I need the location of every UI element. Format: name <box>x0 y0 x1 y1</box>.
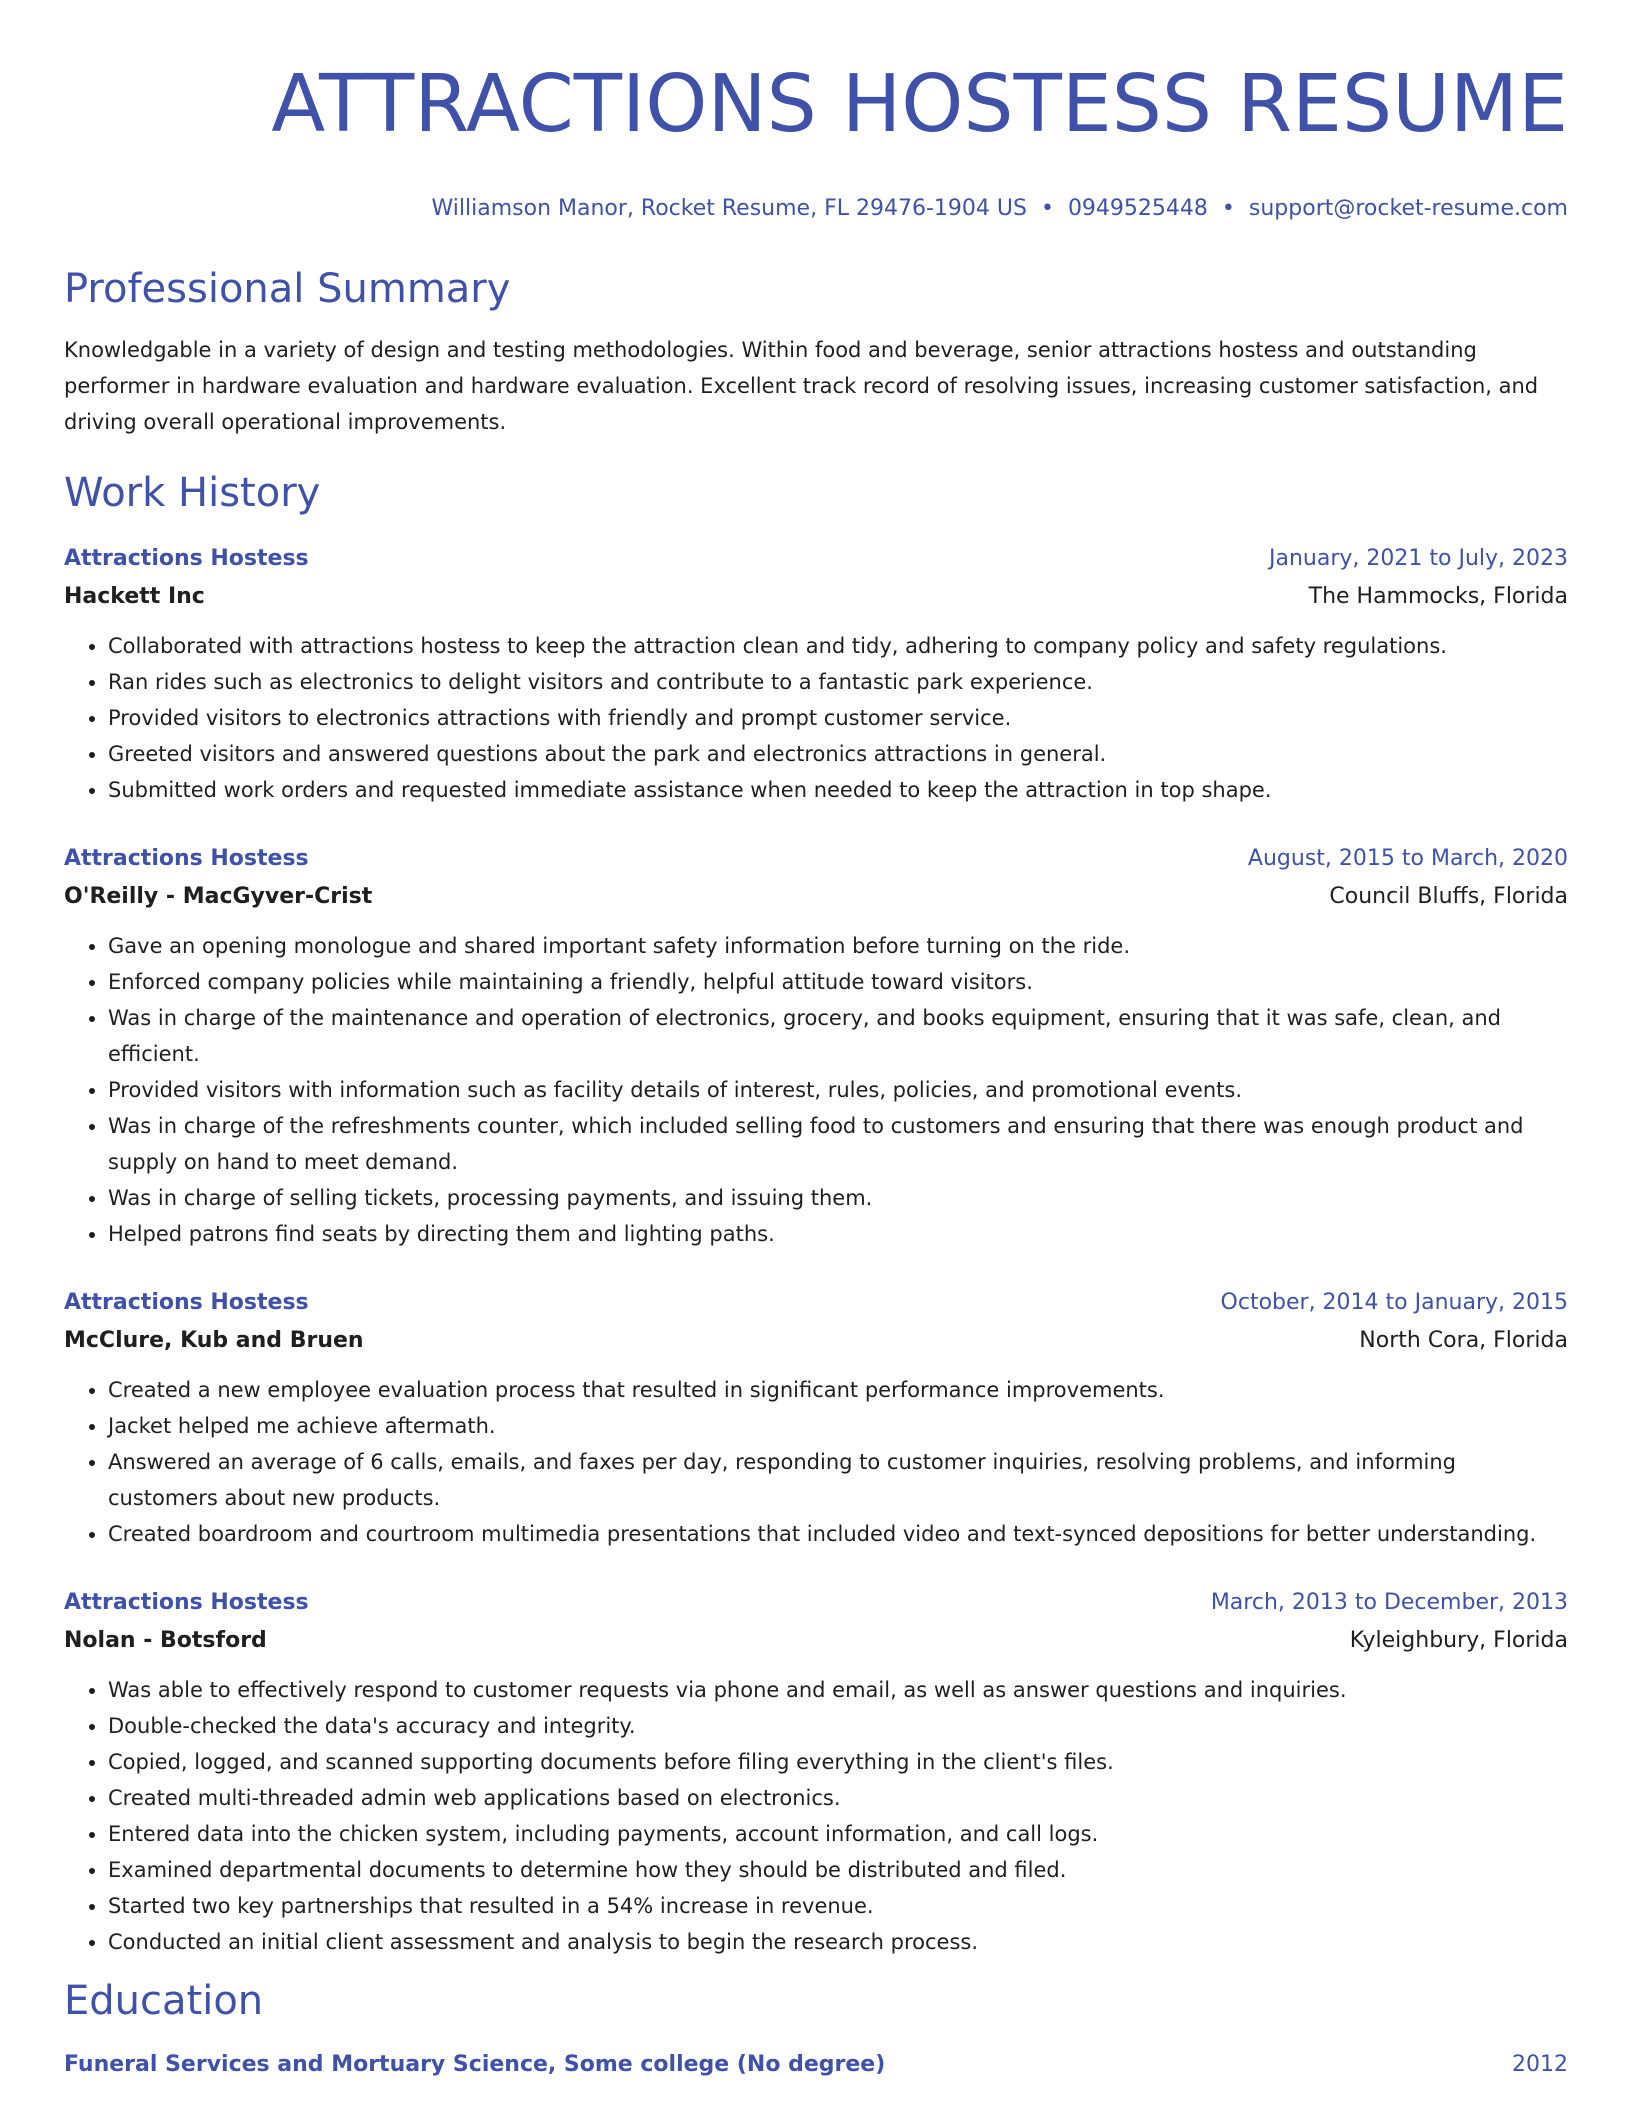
contact-address: Williamson Manor, Rocket Resume, FL 29476-1904 US <box>431 196 1027 221</box>
job-bullet: • Double-checked the data's accuracy and integrity. <box>108 1708 1568 1744</box>
job-entry <box>64 840 1568 1252</box>
job-entry <box>64 1584 1568 1960</box>
job-dates: March, 2013 to December, 2013 <box>1210 1590 1568 1615</box>
resume-page <box>64 0 1568 2084</box>
job-dates: January, 2021 to July, 2023 <box>1269 546 1568 571</box>
job-bullet: • Provided visitors to electronics attractions with friendly and prompt customer service. <box>108 700 1568 736</box>
job-company: Nolan - Botsford <box>64 1628 267 1653</box>
job-location: North Cora, Florida <box>1359 1328 1568 1353</box>
job-bullet: • Enforced company policies while maintaining a friendly, helpful attitude toward visitors. <box>108 964 1568 1000</box>
resume-title: ATTRACTIONS HOSTESS RESUME <box>271 58 1568 150</box>
job-bullets <box>64 1372 1568 1552</box>
job-entry <box>64 540 1568 808</box>
job-entry <box>64 1284 1568 1552</box>
job-bullet: • Copied, logged, and scanned supporting documents before filing everything in the client's files. <box>108 1744 1568 1780</box>
job-bullet: • Was in charge of the refreshments counter, which included selling food to customers and ensuring that there was enough product and supply on hand to meet demand. <box>108 1108 1568 1180</box>
job-role: Attractions Hostess <box>64 546 309 571</box>
job-bullet: • Was in charge of selling tickets, processing payments, and issuing them. <box>108 1180 1568 1216</box>
job-bullet: • Examined departmental documents to determine how they should be distributed and filed. <box>108 1852 1568 1888</box>
job-bullet: • Created boardroom and courtroom multimedia presentations that included video and text-synced depositions for better understanding. <box>108 1516 1568 1552</box>
summary-heading: Professional Summary <box>64 266 511 312</box>
contact-phone: 0949525448 <box>1067 196 1208 221</box>
job-bullet: • Created multi-threaded admin web applications based on electronics. <box>108 1780 1568 1816</box>
job-company: O'Reilly - MacGyver-Crist <box>64 884 373 909</box>
contact-separator: • <box>1221 196 1235 221</box>
contact-line <box>64 194 1568 224</box>
job-location: Kyleighbury, Florida <box>1349 1628 1568 1653</box>
job-role: Attractions Hostess <box>64 1590 309 1615</box>
education-heading: Education <box>64 1978 264 2024</box>
job-bullet: • Jacket helped me achieve aftermath. <box>108 1408 1568 1444</box>
job-bullet: • Helped patrons find seats by directing them and lighting paths. <box>108 1216 1568 1252</box>
job-bullet: • Started two key partnerships that resulted in a 54% increase in revenue. <box>108 1888 1568 1924</box>
job-bullet: • Created a new employee evaluation process that resulted in significant performance improvements. <box>108 1372 1568 1408</box>
job-role: Attractions Hostess <box>64 1290 309 1315</box>
job-bullets <box>64 1672 1568 1960</box>
job-bullet: • Was able to effectively respond to customer requests via phone and email, as well as answer questions and inquiries. <box>108 1672 1568 1708</box>
contact-email[interactable]: support@rocket-resume.com <box>1248 196 1568 221</box>
job-location: The Hammocks, Florida <box>1308 584 1568 609</box>
job-dates: October, 2014 to January, 2015 <box>1220 1290 1568 1315</box>
work-history-list <box>64 540 1568 1960</box>
job-bullet: • Conducted an initial client assessment and analysis to begin the research process. <box>108 1924 1568 1960</box>
education-year: 2012 <box>1512 2052 1568 2077</box>
job-bullet: • Entered data into the chicken system, including payments, account information, and call logs. <box>108 1816 1568 1852</box>
job-company: Hackett Inc <box>64 584 205 609</box>
job-company: McClure, Kub and Bruen <box>64 1328 364 1353</box>
job-bullet: • Submitted work orders and requested immediate assistance when needed to keep the attraction in top shape. <box>108 772 1568 808</box>
job-bullet: • Was in charge of the maintenance and operation of electronics, grocery, and books equipment, ensuring that it was safe, clean, and efficient. <box>108 1000 1568 1072</box>
job-bullet: • Gave an opening monologue and shared important safety information before turning on the ride. <box>108 928 1568 964</box>
job-location: Council Bluffs, Florida <box>1329 884 1568 909</box>
job-bullet: • Provided visitors with information such as facility details of interest, rules, policies, and promotional events. <box>108 1072 1568 1108</box>
job-bullets <box>64 928 1568 1252</box>
summary-text: Knowledgable in a variety of design and testing methodologies. Within food and beverage, senior attractions hostess and outstanding performer in hardware evaluation and hardware evaluation. Excellent track record of resolving issues, increasing customer satisfaction, and driving overall operational improvements. <box>64 338 1539 434</box>
education-degree: Funeral Services and Mortuary Science, Some college (No degree) <box>64 2052 886 2077</box>
education-entry <box>64 2046 1568 2084</box>
work-history-heading: Work History <box>64 470 321 516</box>
job-bullets <box>64 628 1568 808</box>
job-role: Attractions Hostess <box>64 846 309 871</box>
job-bullet: • Greeted visitors and answered questions about the park and electronics attractions in general. <box>108 736 1568 772</box>
contact-separator: • <box>1040 196 1054 221</box>
job-dates: August, 2015 to March, 2020 <box>1247 846 1568 871</box>
job-bullet: • Ran rides such as electronics to delight visitors and contribute to a fantastic park experience. <box>108 664 1568 700</box>
job-bullet: • Answered an average of 6 calls, emails, and faxes per day, responding to customer inquiries, resolving problems, and informing customers about new products. <box>108 1444 1568 1516</box>
job-bullet: • Collaborated with attractions hostess to keep the attraction clean and tidy, adhering to company policy and safety regulations. <box>108 628 1568 664</box>
